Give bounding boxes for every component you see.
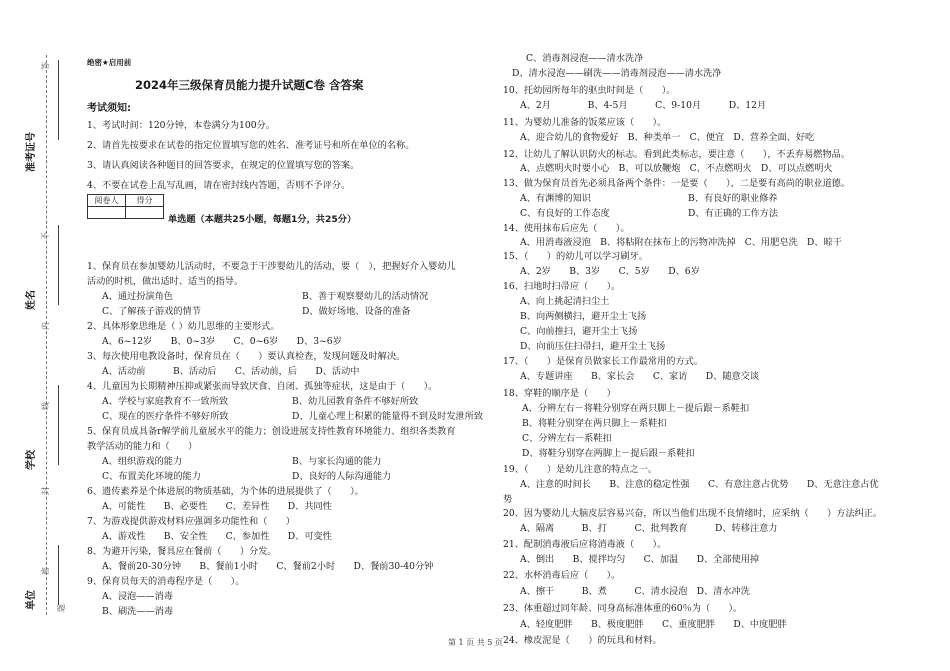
answer-option[interactable]: D、向前压住扫帚扫，避开尘土飞扬 [520, 341, 666, 352]
answer-option[interactable]: A、游戏性 B、安全性 C、参加性 D、可变性 [102, 531, 332, 542]
notice-item: 3、请认真阅读各种题目的回答要求，在规定的位置填写您的答案。 [87, 160, 360, 171]
question-text: 教学活动的能力和（ ） [87, 441, 198, 452]
question-stem: 17、（ ）是保育员做家长工作最常用的方式。 [503, 356, 704, 367]
grader-cell: 阅卷人 [88, 195, 126, 207]
score-cell: 得分 [126, 195, 164, 207]
question-stem: 21、配制消毒液后应将消毒液（ ）。 [503, 539, 667, 550]
answer-option[interactable]: A、学校与家庭教育不一致所致 [102, 396, 229, 407]
answer-option[interactable]: A、2月 B、4-5月 C、9-10月 D、12月 [520, 100, 767, 111]
score-table [87, 194, 164, 219]
exam-id-label: 准考证号 [26, 132, 37, 172]
answer-option[interactable]: A、2岁 B、3岁 C、5岁 D、6岁 [520, 266, 700, 277]
question-stem: 7、为游戏提供游戏材料应强调多功能性和（ ） [87, 516, 295, 527]
school-line [58, 385, 59, 465]
question-stem: 9、保育员每天的消毒程序是（ ）。 [87, 576, 245, 587]
answer-option[interactable]: C、现在的医疗条件不够好所致 [102, 411, 229, 422]
question-stem: 11、为婴幼儿准备的饭菜应该（ ）。 [503, 117, 667, 128]
answer-option[interactable]: A、分辨左右－将鞋分别穿在两只脚上－提后跟－系鞋扣 [522, 403, 750, 414]
question-stem: 23、体重超过同年龄、同身高标准体重的60％为（ ）。 [503, 603, 743, 614]
question-stem: 2、具体形象思维是（ ）幼儿思维的主要形式。 [87, 321, 280, 332]
answer-option[interactable]: A、活动前 B、活动后 C、活动前，后 D、活动中 [102, 366, 360, 377]
answer-option[interactable]: A、专题讲座 B、家长会 C、家访 D、随意交谈 [520, 371, 760, 382]
binding-margin [0, 0, 78, 671]
question-stem: 13、做为保育员首先必须具备两个条件：一是要（ ），二是要有高尚的职业道德。 [503, 178, 851, 189]
exam-id-line [58, 60, 59, 140]
seal-mark: 答 [41, 62, 50, 70]
name-line [58, 225, 59, 305]
question-stem: 19、（ ）是幼儿注意的特点之一。 [503, 464, 658, 475]
question-stem: 8、为避开污染，餐具应在餐前（ ）分发。 [87, 546, 277, 557]
notice-title: 考试须知: [87, 103, 131, 114]
name-label: 姓名 [26, 290, 37, 310]
question-stem: 5、保育员成具备r解学前儿童展水平的能力；创设进展支持性教育环境能力、组织各类教育 [87, 426, 456, 437]
question-stem: 4、儿童因为长期精神压抑或紧张而导致厌食、自闭、孤独等症状，这是由于（ ）。 [87, 381, 438, 392]
answer-option[interactable]: A、组织游戏的能力 [102, 456, 183, 467]
question-stem: 14、使用抹布后应先（ ）。 [503, 223, 630, 234]
answer-option[interactable]: A、迎合幼儿的食物爱好 B、种类单一 C、便宜 D、营养全面、好吃 [520, 132, 815, 143]
seal-mark: 不 [41, 232, 50, 240]
question-stem: 18、穿鞋的顺序是（ ） [503, 388, 616, 399]
answer-option[interactable]: D、清水浸泡——刷洗——消毒剂浸泡——清水洗净 [512, 68, 722, 79]
answer-option[interactable]: C、向前推扫，避开尘土飞扬 [520, 326, 638, 337]
notice-item: 1、考试时间：120分钟，本卷满分为100分。 [87, 120, 275, 131]
grader-input[interactable] [88, 207, 126, 219]
question-stem: 24、橡皮泥是（ ）的玩具和材料。 [503, 635, 662, 646]
answer-option[interactable]: A、隔离 B、打 C、批判教育 D、转移注意力 [520, 523, 778, 534]
answer-option[interactable]: D、儿童心理上积累的能量得不到及时发泄所致 [292, 411, 484, 422]
answer-option[interactable]: A、倒出 B、搅拌均匀 C、加温 D、全部使用掉 [520, 554, 760, 565]
question-stem: 15、（ ）的幼儿可以学习刷牙。 [503, 251, 648, 262]
question-stem: 3、每次使用电教设备时，保育员在（ ）要认真检查，发现问题及时解决。 [87, 351, 406, 362]
answer-option[interactable]: A、向上挑起清扫尘土 [520, 296, 610, 307]
question-stem: 16、扫地时扫帚应（ ）。 [503, 281, 621, 292]
answer-option[interactable]: B、善于观察婴幼儿的活动情况 [302, 291, 429, 302]
seal-mark: 封 [41, 487, 50, 495]
seal-mark: 内 [41, 322, 50, 330]
answer-option[interactable]: B、向两侧横扫，避开尘土飞扬 [520, 311, 647, 322]
answer-option[interactable]: A、餐前20-30分钟 B、餐前1小时 C、餐前2小时 D、餐前30-40分钟 [102, 561, 434, 572]
question-stem: 20、因为婴幼儿大脑皮层容易兴奋，所以当他们出现不良情绪时，应采纳（ ）方法纠正。 [503, 508, 883, 519]
seal-mark: 题 [57, 604, 66, 612]
question-stem: 10、托幼园所每年的驱虫时间是（ ）。 [503, 85, 676, 96]
question-text: 势 [503, 494, 513, 505]
confidential-stamp: 绝密★启用前 [87, 58, 132, 67]
answer-option[interactable]: C、分辨左右－系鞋扣 [522, 433, 612, 444]
answer-option[interactable]: C、有良好的工作态度 [520, 208, 610, 219]
answer-option[interactable]: B、与家长沟通的能力 [292, 456, 382, 467]
seal-mark: 密 [41, 567, 50, 575]
answer-option[interactable]: A、有渊博的知识 [520, 193, 591, 204]
answer-option[interactable]: C、布置美化环境的能力 [102, 471, 201, 482]
answer-option[interactable]: D、将鞋分别穿在两脚上－提后跟－系鞋扣 [522, 448, 695, 459]
exam-title: 2024年三级保育员能力提升试题C卷 含答案 [135, 78, 364, 92]
question-stem: 6、遗传素养是个体进展的物质基础，为个体的进展提供了（ ）。 [87, 486, 364, 497]
answer-option[interactable]: D、良好的人际沟通能力 [292, 471, 392, 482]
notice-item: 4、不要在试卷上乱写乱画，请在密封线内答题，否则不予评分。 [87, 180, 351, 191]
answer-option[interactable]: A、轻度肥胖 B、极度肥胖 C、重度肥胖 D、中度肥胖 [520, 619, 787, 630]
question-stem: 1、保育员在参加婴幼儿活动时，不要急于干涉婴幼儿的活动，要（ ），把握好介入婴幼儿 [87, 261, 456, 272]
unit-label: 单位 [26, 590, 37, 610]
answer-option[interactable]: D、有正确的工作方法 [688, 208, 779, 219]
seal-mark: 线 [41, 402, 50, 410]
answer-option[interactable]: A、6~12岁 B、0~3岁 C、0~6岁 D、3~6岁 [102, 336, 342, 347]
question-stem: 22、水杯消毒后应（ ）。 [503, 570, 621, 581]
answer-option[interactable]: D、做好场地、设备的准备 [302, 306, 411, 317]
answer-option[interactable]: A、注意的时间长 B、注意的稳定性强 C、有意注意占优势 D、无意注意占优 [520, 479, 879, 490]
answer-option[interactable]: C、消毒剂浸泡——清水洗净 [526, 53, 644, 64]
answer-option[interactable]: B、将鞋分别穿在两只脚上－系鞋扣 [522, 418, 667, 429]
answer-option[interactable]: A、通过扮演角色 [102, 291, 173, 302]
unit-line [58, 545, 59, 605]
answer-option[interactable]: B、幼儿园教育条件不够好所致 [292, 396, 419, 407]
page-footer: 第 1 页 共 5 页 [448, 638, 503, 647]
answer-option[interactable]: B、刷洗——消毒 [102, 606, 174, 617]
answer-option[interactable]: A、擦干 B、煮 C、清水浸泡 D、清水冲洗 [520, 586, 750, 597]
answer-option[interactable]: A、点燃明火时要小心 B、可以放鞭炮 C、不点燃明火 D、可以点燃明火 [520, 163, 833, 174]
seal-dashed-line [46, 55, 47, 615]
answer-option[interactable]: A、可能性 B、必要性 C、差异性 D、共同性 [102, 501, 332, 512]
answer-option[interactable]: B、有良好的职业修养 [688, 193, 778, 204]
notice-item: 2、请首先按要求在试卷的指定位置填写您的姓名、准考证号和所在单位的名称。 [87, 140, 415, 151]
question-stem: 12、让幼儿了解认识防火的标志。看到此类标志，要注意（ ），不丢弃易燃物品。 [503, 149, 851, 160]
answer-option[interactable]: C、了解孩子游戏的情节 [102, 306, 201, 317]
answer-option[interactable]: A、用消毒液浸泡 B、将粘附在抹布上的污物冲洗掉 C、用肥皂洗 D、晾干 [520, 237, 842, 248]
score-input[interactable] [126, 207, 164, 219]
school-label: 学校 [26, 450, 37, 470]
question-text: 活动的时机，做出适时、适当的指导。 [87, 276, 244, 287]
section-title: 单选题（本题共25小题，每题1分，共25分） [168, 214, 357, 225]
answer-option[interactable]: A、浸泡——消毒 [102, 591, 173, 602]
